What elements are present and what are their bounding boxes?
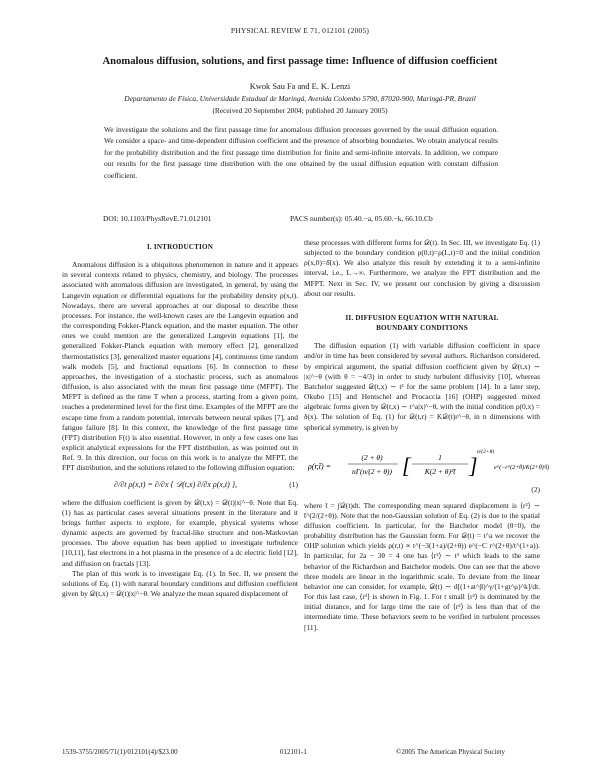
- article-pacs: PACS number(s): 05.40.−a, 05.60.−k, 66.10.Cb: [290, 214, 433, 223]
- section-heading-line-1: II. DIFFUSION EQUATION WITH NATURAL: [345, 313, 499, 322]
- intro-paragraph-3: The plan of this work is to investigate Eq. (1). In Sec. II, we present the solutions of Eq. (1) with natural boundary conditions and diffusion coefficient given by 𝒟(t,x) = 𝒟(t)|x|^−θ. We analyze the mean squared displacement of: [62, 568, 298, 598]
- section2-paragraph-1: The diffusion equation (1) with variable diffusion coefficient in space and/or in time has been considered by several authors. Richardson considered, by empirical argument, the spatial diffusion coefficient given by 𝒟(t,x) ∼ |x|^−θ (with θ = −4/3) in order to study turbulent diffusivity [10], whereas Batchelor suggested 𝒟(t,x) ∼ t² for the same problem [14]. In a later step, Okubo [15] and Hentschel and Procaccia [16] (OHP) suggested mixed algebraic forms given by 𝒟(t,x) ∼ t^a|x|^−θ, with the initial condition ρ(0,x) = δ(x). The solution of Eq. (1) for 𝒟(t,r) = K𝒟(t)r^−θ, in n dimensions with spherical symmetry, is given by: [304, 341, 540, 432]
- article-doi: DOI: 10.1103/PhysRevE.71.012101: [103, 214, 212, 223]
- section-heading-line-2: BOUNDARY CONDITIONS: [376, 324, 468, 333]
- footer-page-id: 012101-1: [280, 748, 307, 756]
- intro-paragraph-4: these processes with different forms for 𝒟(t). In Sec. III, we investigate Eq. (1) subjected to the boundary condition ρ(0,t)=ρ(L,t)=0 and the initial condition ρ(x,0)=δ̄(x). We also analyze this result by extending it to a semi-infinite interval, i.e., L→∞. Furthermore, we analyze the FPT distribution and the MFPT. Next in Sec. IV, we present our conclusion by giving a discussion about our results.: [304, 238, 540, 298]
- article-affiliation: Departamento de Física, Universidade Estadual de Maringá, Avenida Colombo 5790, 87020-900, Maringá-PR, Brazil: [124, 94, 476, 103]
- footer-copyright: ©2005 The American Physical Society: [396, 748, 506, 756]
- section2-paragraph-2: where t̄ = ∫𝒟(t)dt. The corresponding mean squared displacement is ⟨r²⟩ ∼ t̄^(2/(2+θ)). Note that the non-Gaussian solution of Eq. (2) is due to the spatial diffusion coefficient. In particular, for the Batchelor model (θ=0), the probability distribution has the Gaussian form. For 𝒟(t) = t^a we recover the OHP solution which yields ρ(r,t) ∝ t^(−3(1+a)/(2+θ)) e^(−C r^(2+θ)/t^(1+a)). In particular, for 2a − 3θ = 4 one has ⟨r²⟩ ∼ t³ which leads to the same behavior of the Richardson and Batchelor models. One can see that the above three models are linear in the logarithmic scale. To deviate from the linear behavior one can consider, for example, 𝒟(t) ∼ d[(1+at^β)^γ/(1+gt^μ)^k]/dt. For this last case, ⟨r²⟩ is shown in Fig. 1. For t small ⟨r²⟩ is dominated by the initial distance, and for large time the rate of ⟨r²⟩ is less than that of the intermediate time. These behaviors seem to be verified in turbulent processes [11].: [304, 500, 540, 632]
- equation-2-svg: [308, 443, 550, 489]
- section-heading-introduction: I. INTRODUCTION: [146, 243, 214, 251]
- equation-2-bracket-exp: n/(2+θ): [477, 448, 495, 455]
- article-abstract: We investigate the solutions and the first passage time for anomalous diffusion processes governed by the usual diffusion equation. We consider a space- and time-dependent diffusion coefficient and the presence of absorbing boundaries. We obtain analytical results for the probability distribution and the first passage time distribution for finite and semi-infinite intervals. In addition, we compare our results for the first passage time distribution with the one obtained by the usual diffusion equation with constant diffusion coefficient.: [104, 125, 498, 180]
- left-column: [62, 238, 298, 599]
- equation-2: [304, 439, 550, 495]
- section-heading-diffusion: [304, 313, 540, 333]
- right-column: [304, 238, 550, 633]
- article-title: Anomalous diffusion, solutions, and first passage time: Influence of diffusion coefficient: [102, 56, 498, 67]
- equation-2-bracket-close: ]: [469, 452, 478, 478]
- running-head: PHYSICAL REVIEW E 71, 012101 (2005): [230, 26, 370, 35]
- article-authors: Kwok Sau Fa and E. K. Lenzi: [249, 82, 351, 91]
- equation-2-coef-num: (2 + θ): [361, 452, 383, 462]
- equation-1: [62, 480, 298, 490]
- footer-issn: 1539-3755/2005/71(1)/012101(4)/$23.00: [62, 748, 178, 756]
- equation-2-bracket-den: K(2 + θ)²t̄: [424, 466, 456, 476]
- equation-2-tail: e^(−r^(2+θ)/K(2+θ)²t̄): [494, 464, 550, 471]
- intro-paragraph-1: Anomalous diffusion is a ubiquitous phenomenon in nature and it appears in several contexts related to physics, chemistry, and biology. The processes associated with anomalous diffusion are investigated, in general, by using the Langevin equation or differential equations for the probability density ρ(x,t). Nowadays, there are several approaches at our disposal to describe these processes. For instance, the well-known cases are the Langevin equation and the corresponding Fokker-Planck equation, and the master equation. The other ones we could mention are the generalized Langevin equations [1], the generalized Fokker-Planck equation with memory effect [2], generalized thermostatistics [3], generalized master equations [4], continuous time random walk models [5], and fractional equations [6]. In connection to these approaches, the investigation of a stochastic process, such as anomalous diffusion, is also associated with the mean first passage time (MFPT). The MFPT is defined as the time T when a process, starting from a given point, reaches a predetermined level for the first time. Examples of the MFPT are the escape time from a random potential, intervals between neural spikes [7], and fatigue failure [8]. In this context, the knowledge of the first passage time (FPT) distribution F(t) is also essential. However, in only a few cases one has explicit analytical expressions for the FPT distribution, as was pointed out in Ref. 9. In this direction, our focus on this work is to analyze the MFPT, the FPT distribution, and the solutions related to the following diffusion equation:: [62, 260, 298, 473]
- intro-paragraph-2: where the diffusion coefficient is given by 𝒟(t,x) = 𝒟(t)|x|^−θ. Note that Eq. (1) has as particular cases several situations present in the literature and it brings further aspects to explore, for example, physical systems whose dynamic aspects are governed by fractal-like structure and non-Markovian processes. The above equation has been applied to investigate turbulence [10,11], fast electrons in a hot plasma in the presence of a dc electric field [12], and diffusion on fractals [13].: [62, 497, 298, 568]
- equation-2-bracket-num: 1: [438, 452, 442, 462]
- equation-2-bracket-open: [: [402, 452, 411, 478]
- equation-2-lhs: ρ(r,t̄) =: [308, 461, 332, 471]
- equation-2-coef-den: nΓ(n/(2 + θ)): [351, 466, 393, 476]
- equation-2-number: (2): [531, 484, 540, 494]
- article-received-date: (Received 20 September 2004; published 20 January 2005): [212, 106, 388, 115]
- equation-1-number: (1): [289, 480, 298, 490]
- equation-1-body: ∂/∂t ρ(x,t) = ∂/∂x { 𝒟(t,x) ∂/∂x ρ(x,t) },: [114, 480, 238, 490]
